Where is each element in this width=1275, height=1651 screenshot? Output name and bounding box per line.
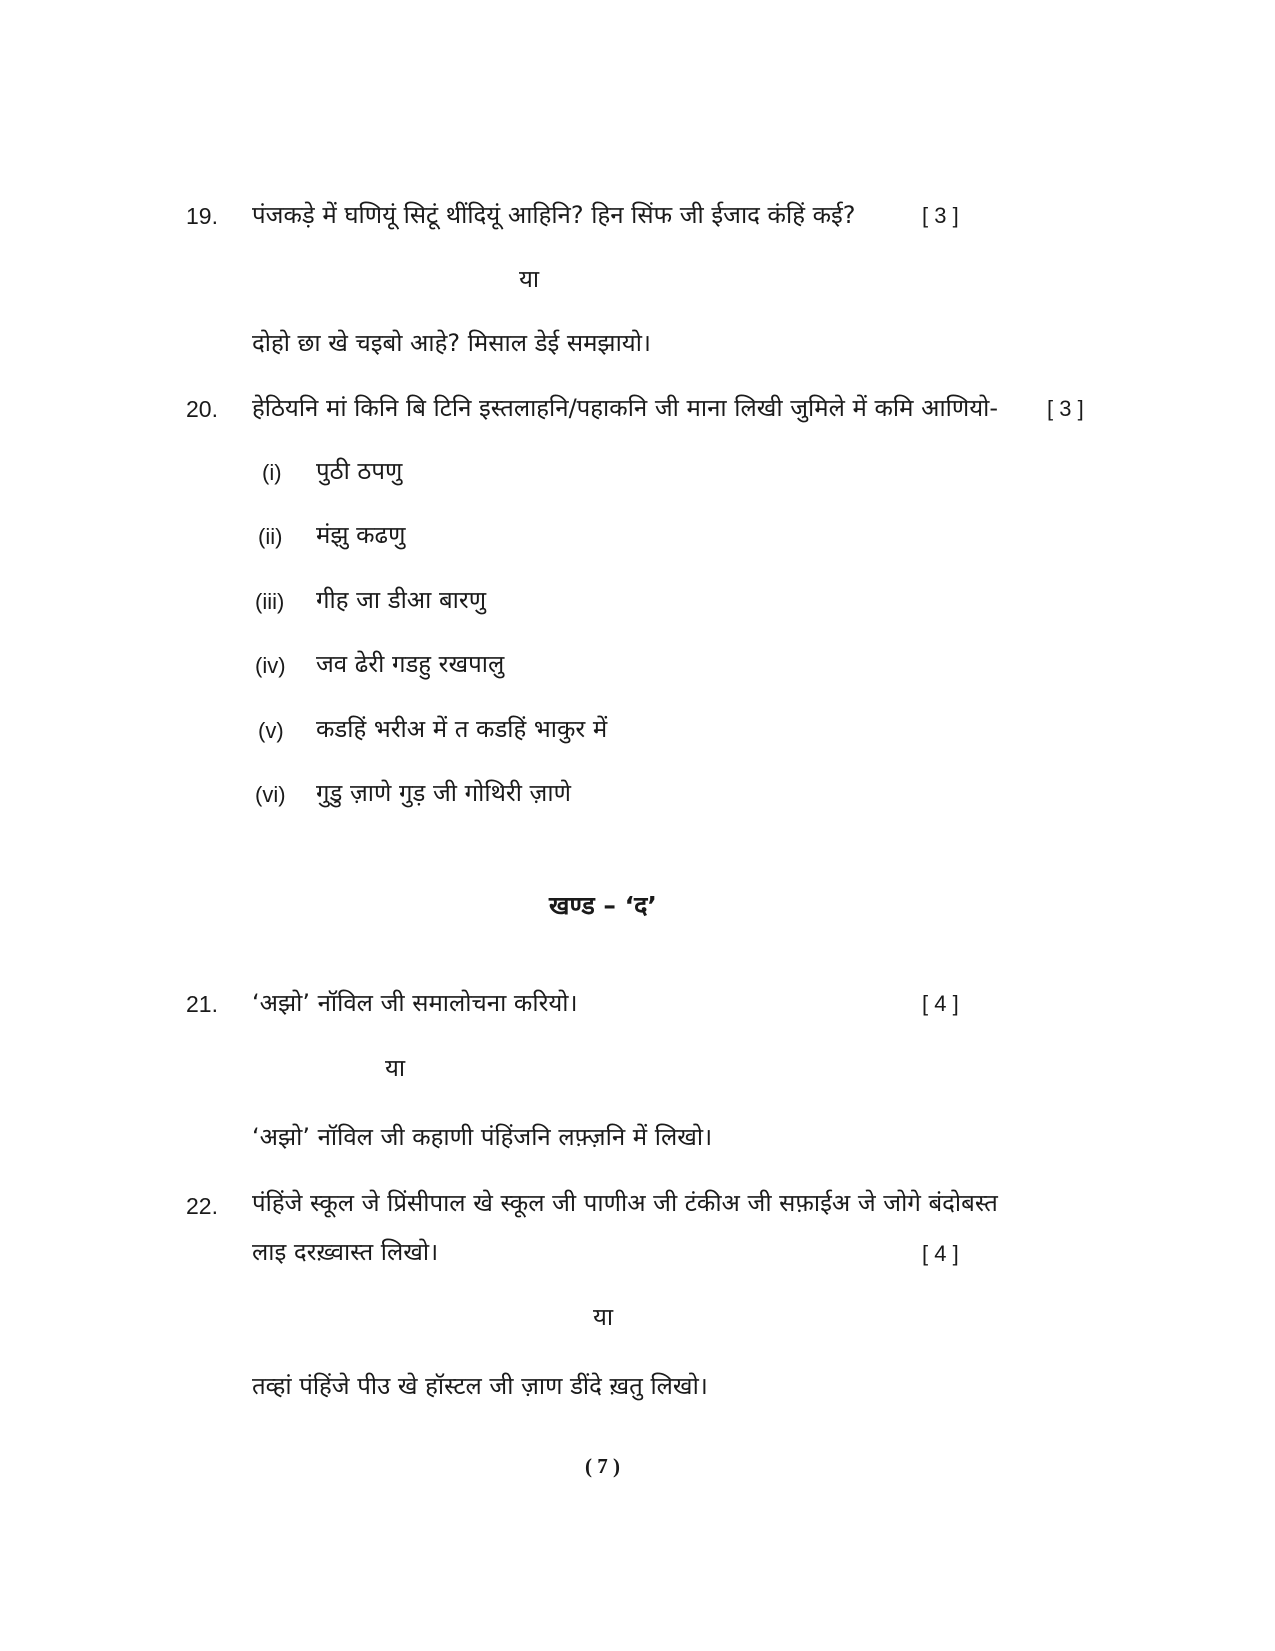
q21-number: 21. [186, 991, 218, 1017]
q20-item-label: (iii) [255, 589, 285, 614]
q22-number: 22. [186, 1193, 218, 1219]
q22-text-line1: पंहिंजे स्कूल जे प्रिंसीपाल खे स्कूल जी पाणीअ जी टंकीअ जी सफ़ाईअ जे जोगे बंदोबस्त [252, 1189, 998, 1217]
q20-item-label: (i) [262, 460, 282, 485]
q20-item-text: गुडु ज़ाणे गुड़ जी गोथिरी ज़ाणे [316, 779, 571, 807]
q20-text: हेठियनि मां किनि बि टिनि इस्तलाहनि/पहाकनि जी माना लिखी जुमिले में कमि आणियो- [252, 394, 998, 422]
q20-item-label: (ii) [258, 524, 283, 549]
q20-item-label: (v) [258, 718, 284, 743]
q20-marks: [ 3 ] [1047, 396, 1084, 421]
q22-marks: [ 4 ] [922, 1241, 959, 1266]
q19-alt: दोहो छा खे चइबो आहे? मिसाल डेई समझायो। [252, 329, 652, 357]
q21-text: ‘अझो’ नॉविल जी समालोचना करियो। [252, 989, 578, 1017]
q19-marks: [ 3 ] [922, 203, 959, 228]
q20-item-label: (iv) [255, 653, 286, 678]
q20-item-text: पुठी ठपणु [316, 457, 403, 485]
page-number: ( 7 ) [585, 1454, 620, 1478]
q21-marks: [ 4 ] [922, 991, 959, 1016]
q22-alt: तव्हां पंहिंजे पीउ खे हॉस्टल जी ज़ाण डींदे ख़तु लिखो। [252, 1372, 708, 1400]
q21-alt: ‘अझो’ नॉविल जी कहाणी पंहिंजनि लफ़्ज़नि में लिखो। [252, 1123, 713, 1151]
q20-item-text: गीह जा डीआ बारणु [316, 586, 487, 614]
section-heading: खण्ड – ‘द’ [549, 891, 657, 920]
q19-text: पंजकड़े में घणियूं सिटूं थींदियूं आहिनि? हिन सिंफ जी ईजाद कंहिं कई? [252, 201, 856, 229]
q20-item-label: (vi) [255, 782, 286, 807]
q20-item-text: कडहिं भरीअ में त कडहिं भाकुर में [316, 715, 608, 743]
q21-or: या [385, 1054, 406, 1082]
q19-number: 19. [186, 203, 218, 229]
q20-number: 20. [186, 396, 218, 422]
q22-or: या [593, 1303, 614, 1331]
q22-text-line2: लाइ दरख़्वास्त लिखो। [252, 1238, 439, 1266]
q20-item-text: मंझु कढणु [316, 521, 406, 549]
q19-or: या [519, 265, 540, 293]
q20-item-text: जव ढेरी गडहु रखपालु [316, 650, 505, 678]
